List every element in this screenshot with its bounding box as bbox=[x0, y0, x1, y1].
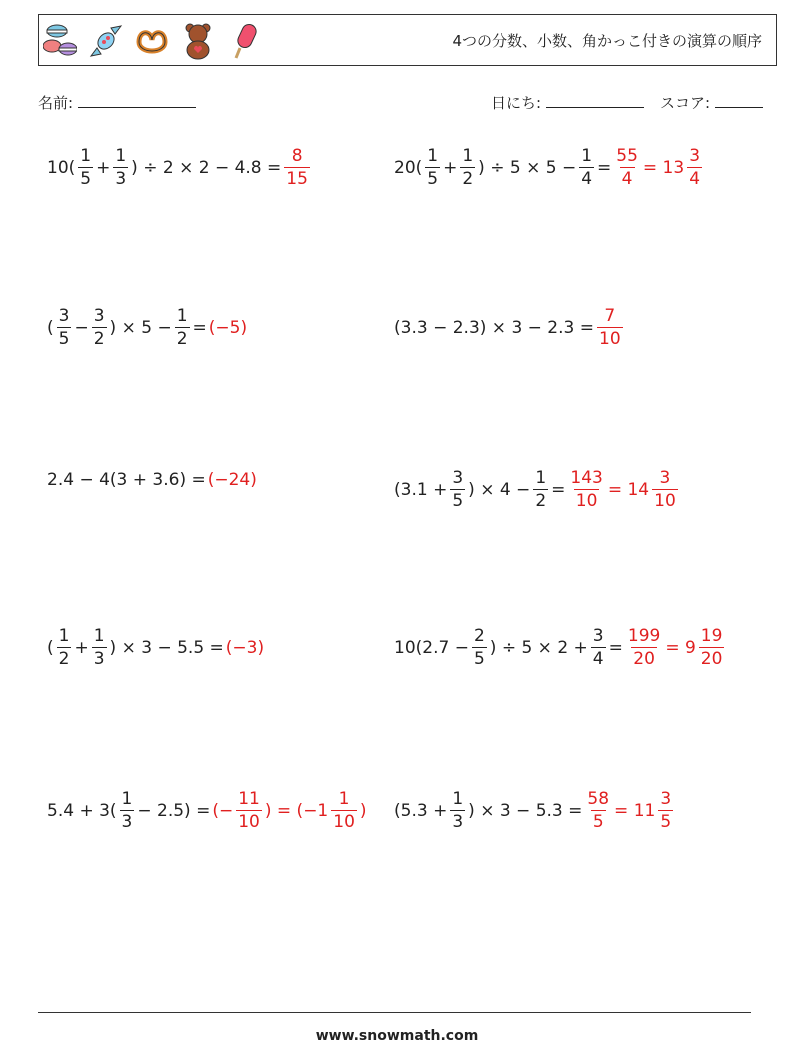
answer-text: = 9 bbox=[665, 637, 696, 658]
candy-icon bbox=[89, 22, 123, 60]
problem-5 bbox=[46, 470, 258, 490]
expression-text: − 2.5) = bbox=[137, 800, 211, 821]
denominator: 10 bbox=[654, 491, 676, 511]
numerator: 1 bbox=[581, 146, 593, 166]
answer-text: ) bbox=[359, 800, 367, 821]
expression-text: ) × 3 − 5.5 = bbox=[109, 637, 224, 658]
denominator: 10 bbox=[238, 812, 260, 832]
denominator: 4 bbox=[621, 169, 633, 189]
numerator: 199 bbox=[627, 626, 661, 646]
denominator: 5 bbox=[427, 169, 439, 189]
fraction bbox=[579, 145, 594, 190]
problem-7 bbox=[46, 625, 265, 670]
numerator: 8 bbox=[291, 146, 303, 166]
denominator: 4 bbox=[592, 649, 604, 669]
expression-text: ( bbox=[47, 317, 54, 338]
expression-text: + bbox=[443, 157, 458, 178]
answer-fraction bbox=[626, 625, 662, 670]
fraction bbox=[175, 305, 190, 350]
denominator: 5 bbox=[452, 491, 464, 511]
denominator: 2 bbox=[93, 329, 105, 349]
answer-fraction bbox=[284, 145, 310, 190]
fraction bbox=[57, 625, 72, 670]
numerator: 1 bbox=[338, 789, 350, 809]
expression-text: 2.4 − 4(3 + 3.6) = bbox=[47, 470, 206, 490]
answer-fraction bbox=[585, 788, 611, 833]
expression-text: ) × 5 − bbox=[109, 317, 172, 338]
fraction bbox=[450, 788, 465, 833]
macaron-icon bbox=[43, 22, 77, 60]
numerator: 143 bbox=[570, 468, 603, 488]
problem-10 bbox=[393, 788, 675, 833]
expression-text: = bbox=[192, 317, 207, 338]
denominator: 5 bbox=[592, 812, 604, 832]
numerator: 1 bbox=[462, 146, 474, 166]
numerator: 1 bbox=[93, 626, 105, 646]
worksheet-title: 4つの分数、小数、角かっこ付きの演算の順序 bbox=[452, 32, 762, 50]
answer-fraction bbox=[699, 625, 725, 670]
denominator: 5 bbox=[80, 169, 92, 189]
numerator: 3 bbox=[689, 146, 701, 166]
numerator: 58 bbox=[587, 789, 610, 809]
denominator: 5 bbox=[660, 812, 672, 832]
expression-text: + bbox=[74, 637, 89, 658]
expression-text: (3.3 − 2.3) × 3 − 2.3 = bbox=[394, 317, 594, 338]
fraction bbox=[450, 467, 465, 512]
expression-text: = bbox=[608, 637, 623, 658]
expression-text: (3.1 + bbox=[394, 479, 448, 500]
date-blank[interactable] bbox=[546, 93, 644, 108]
answer-text: (−5) bbox=[208, 317, 248, 338]
problem-4 bbox=[393, 305, 625, 350]
answer-text: ) = (−1 bbox=[264, 800, 329, 821]
answer-fraction bbox=[597, 305, 623, 350]
answer-fraction bbox=[568, 467, 604, 512]
expression-text: ) ÷ 5 × 5 − bbox=[478, 157, 577, 178]
numerator: 3 bbox=[452, 468, 464, 488]
numerator: 1 bbox=[176, 306, 188, 326]
problem-2 bbox=[393, 145, 704, 190]
expression-text: (5.3 + bbox=[394, 800, 448, 821]
problem-8 bbox=[393, 625, 726, 670]
answer-fraction bbox=[658, 788, 673, 833]
denominator: 10 bbox=[333, 812, 355, 832]
fraction bbox=[472, 625, 487, 670]
expression-text: ) × 4 − bbox=[468, 479, 531, 500]
teddy-bear-icon bbox=[181, 22, 215, 60]
expression-text: = bbox=[551, 479, 566, 500]
numerator: 1 bbox=[427, 146, 439, 166]
problem-9 bbox=[46, 788, 368, 833]
fraction bbox=[425, 145, 440, 190]
fraction bbox=[78, 145, 93, 190]
answer-fraction bbox=[331, 788, 357, 833]
fraction bbox=[92, 305, 107, 350]
fraction bbox=[92, 625, 107, 670]
answer-text: (−24) bbox=[207, 470, 257, 490]
denominator: 10 bbox=[599, 329, 621, 349]
header-box bbox=[38, 14, 777, 66]
numerator: 3 bbox=[659, 468, 671, 488]
answer-fraction bbox=[652, 467, 678, 512]
fraction bbox=[460, 145, 475, 190]
name-blank[interactable] bbox=[78, 93, 196, 108]
date-field[interactable] bbox=[491, 92, 644, 113]
numerator: 3 bbox=[592, 626, 604, 646]
problem-3 bbox=[46, 305, 248, 350]
denominator: 20 bbox=[700, 649, 723, 669]
popsicle-icon bbox=[227, 22, 261, 60]
numerator: 3 bbox=[58, 306, 70, 326]
expression-text: 10(2.7 − bbox=[394, 637, 469, 658]
name-field[interactable] bbox=[38, 92, 196, 113]
fraction bbox=[120, 788, 135, 833]
denominator: 5 bbox=[58, 329, 70, 349]
denominator: 3 bbox=[115, 169, 127, 189]
footer-divider bbox=[38, 1012, 751, 1013]
expression-text: − bbox=[74, 317, 89, 338]
expression-text: 20( bbox=[394, 157, 423, 178]
expression-text: 10( bbox=[47, 157, 76, 178]
denominator: 20 bbox=[633, 649, 655, 669]
fraction bbox=[591, 625, 606, 670]
denominator: 3 bbox=[452, 812, 464, 832]
numerator: 3 bbox=[660, 789, 672, 809]
fraction bbox=[113, 145, 128, 190]
score-label: スコア: bbox=[660, 94, 711, 112]
numerator: 7 bbox=[604, 306, 616, 326]
expression-text: ( bbox=[47, 637, 54, 658]
fraction bbox=[533, 467, 548, 512]
answer-text: (−3) bbox=[225, 637, 265, 658]
numerator: 1 bbox=[80, 146, 92, 166]
answer-text: = 11 bbox=[614, 800, 656, 821]
numerator: 1 bbox=[121, 789, 133, 809]
pretzel-icon bbox=[135, 22, 169, 60]
numerator: 11 bbox=[238, 789, 260, 809]
denominator: 4 bbox=[581, 169, 593, 189]
expression-text: ) × 3 − 5.3 = bbox=[468, 800, 583, 821]
expression-text: 5.4 + 3( bbox=[47, 800, 117, 821]
numerator: 1 bbox=[535, 468, 547, 488]
problem-6 bbox=[393, 467, 680, 512]
answer-fraction bbox=[614, 145, 640, 190]
numerator: 55 bbox=[616, 146, 638, 166]
answer-fraction bbox=[687, 145, 702, 190]
answer-text: = 14 bbox=[607, 479, 650, 500]
denominator: 2 bbox=[462, 169, 474, 189]
score-blank[interactable] bbox=[715, 93, 763, 108]
fraction bbox=[57, 305, 72, 350]
answer-fraction bbox=[236, 788, 262, 833]
problem-1 bbox=[46, 145, 312, 190]
denominator: 3 bbox=[121, 812, 133, 832]
numerator: 1 bbox=[115, 146, 127, 166]
expression-text: + bbox=[96, 157, 111, 178]
score-field[interactable] bbox=[660, 92, 763, 113]
answer-text: = 13 bbox=[642, 157, 685, 178]
denominator: 15 bbox=[286, 169, 308, 189]
numerator: 3 bbox=[93, 306, 105, 326]
denominator: 4 bbox=[689, 169, 701, 189]
numerator: 2 bbox=[473, 626, 485, 646]
date-label: 日にち: bbox=[491, 94, 542, 112]
expression-text: ) ÷ 2 × 2 − 4.8 = bbox=[131, 157, 282, 178]
icon-row bbox=[43, 21, 261, 61]
expression-text: = bbox=[597, 157, 612, 178]
denominator: 2 bbox=[58, 649, 70, 669]
name-label: 名前: bbox=[38, 94, 74, 112]
expression-text: ) ÷ 5 × 2 + bbox=[489, 637, 588, 658]
footer-url[interactable]: www.snowmath.com bbox=[315, 1028, 479, 1044]
denominator: 2 bbox=[535, 491, 547, 511]
numerator: 1 bbox=[452, 789, 464, 809]
denominator: 5 bbox=[473, 649, 485, 669]
denominator: 2 bbox=[176, 329, 188, 349]
numerator: 19 bbox=[700, 626, 723, 646]
numerator: 1 bbox=[58, 626, 70, 646]
denominator: 3 bbox=[93, 649, 105, 669]
answer-text: (− bbox=[212, 800, 234, 821]
denominator: 10 bbox=[575, 491, 598, 511]
